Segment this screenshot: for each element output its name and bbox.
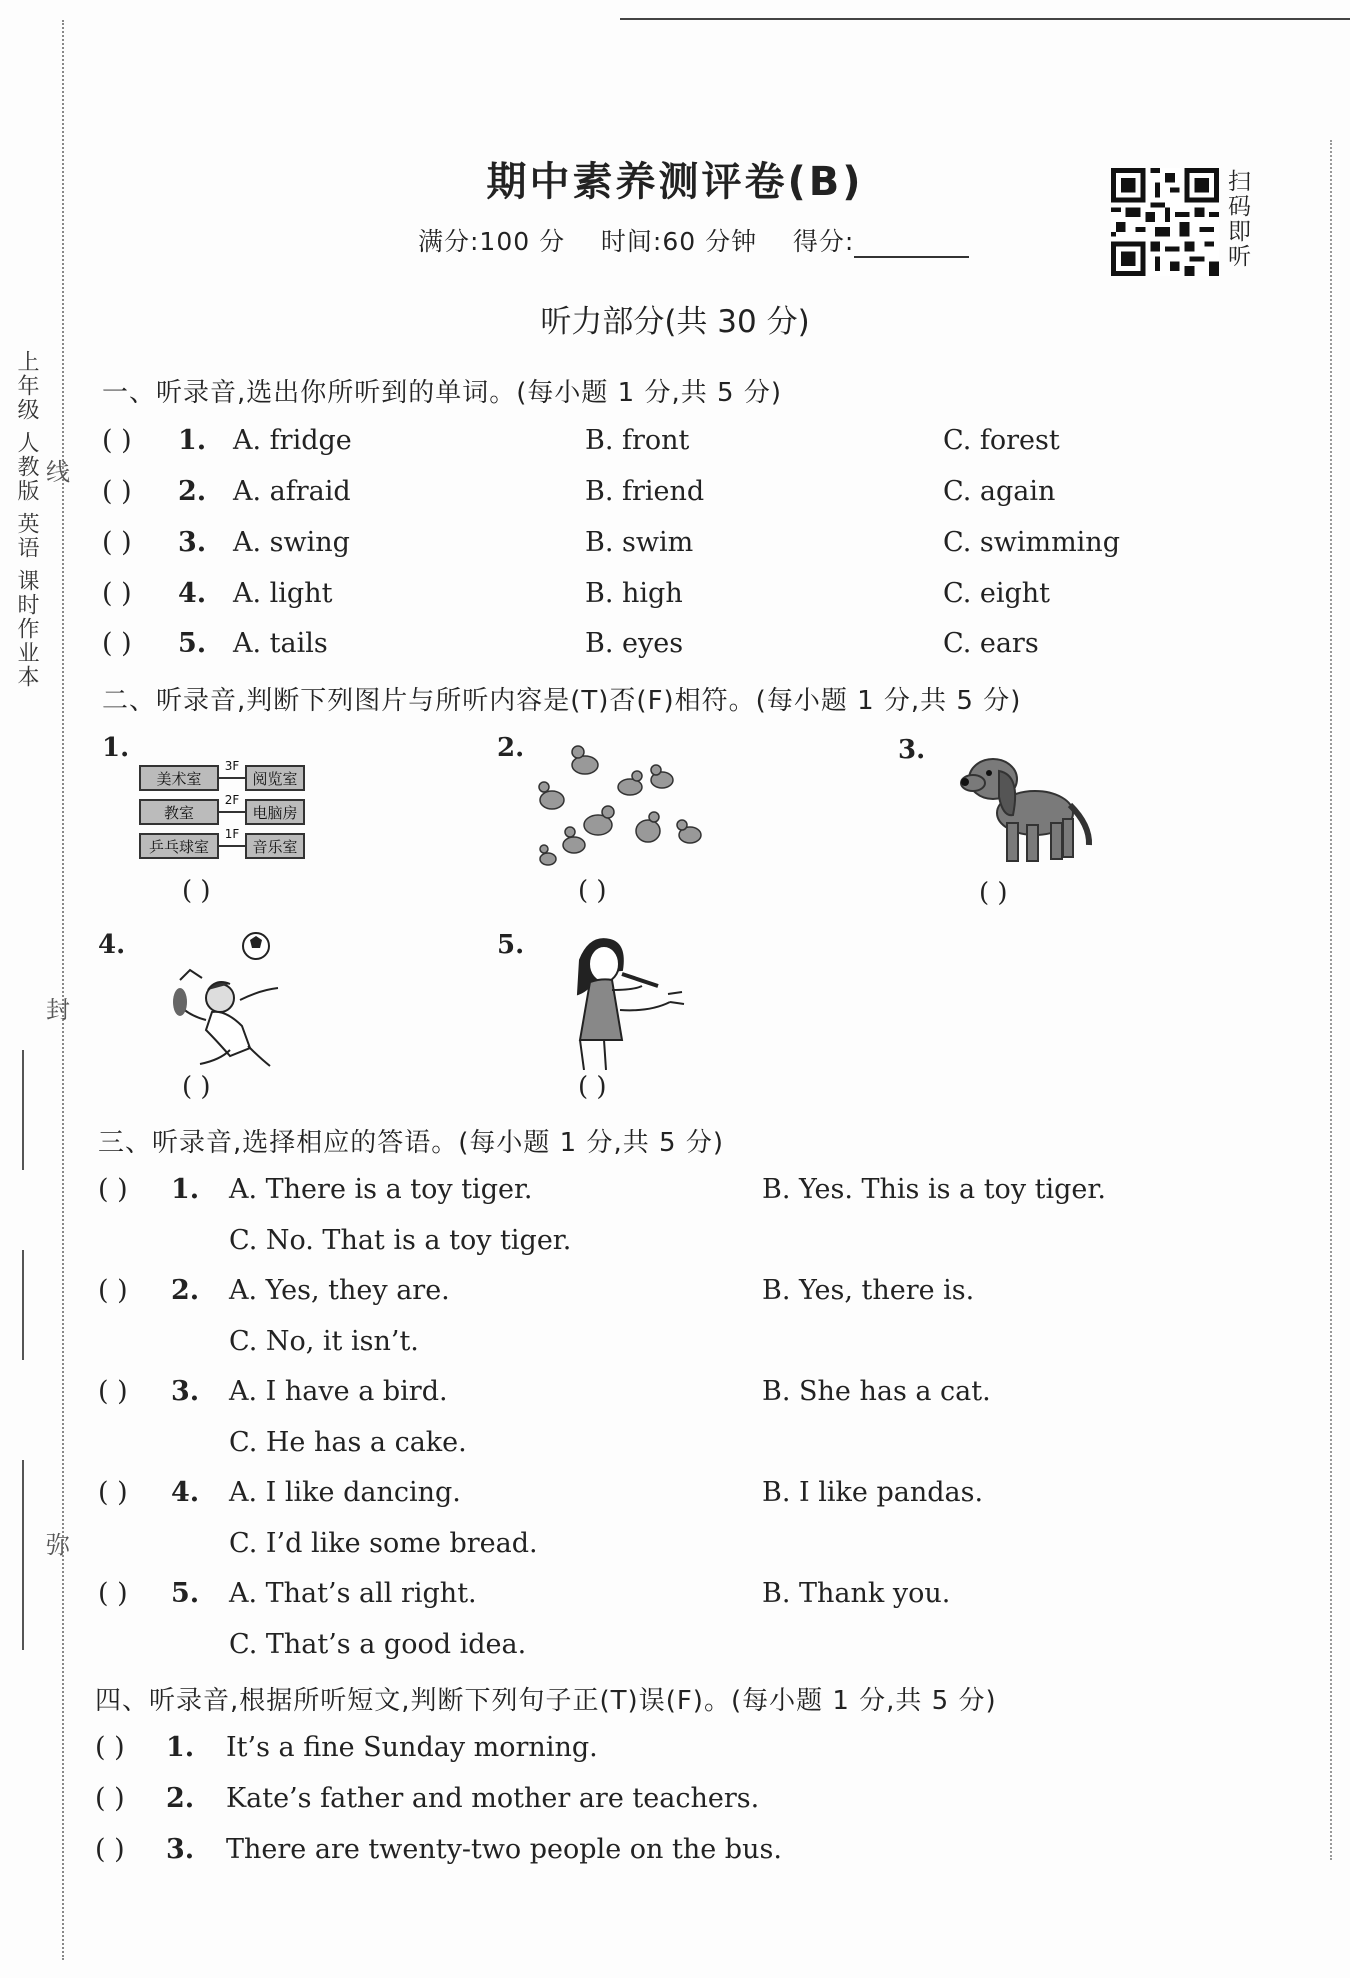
- picture-number: 3.: [898, 735, 926, 765]
- question-number: 3.: [178, 527, 207, 558]
- question-row: [0, 421, 1350, 461]
- qr-code-icon[interactable]: [1110, 168, 1220, 276]
- question-row-cont: [0, 1221, 1350, 1261]
- score-label: 得分:: [792, 227, 855, 256]
- question-row: [0, 574, 1350, 614]
- question-row: [0, 472, 1350, 512]
- picture-number: 1.: [102, 733, 130, 763]
- binding-char-feng: 封: [46, 996, 70, 1024]
- picture-number: 2.: [497, 733, 525, 763]
- answer-paren[interactable]: ( ): [182, 876, 211, 906]
- room-label: 教室: [163, 804, 195, 822]
- option-c[interactable]: C. I’d like some bread.: [229, 1528, 538, 1559]
- answer-paren[interactable]: ( ): [102, 425, 132, 456]
- option-c[interactable]: C. ears: [943, 628, 1039, 659]
- option-c[interactable]: C. He has a cake.: [229, 1427, 467, 1458]
- ducks-picture: [530, 735, 710, 870]
- option-a[interactable]: A. I have a bird.: [229, 1376, 448, 1407]
- option-b[interactable]: B. I like pandas.: [762, 1477, 984, 1508]
- answer-paren[interactable]: ( ): [95, 1732, 125, 1763]
- option-b[interactable]: B. swim: [585, 527, 694, 558]
- section2-heading: 二、听录音,判断下列图片与所听内容是(T)否(F)相符。(每小题 1 分,共 5 分): [102, 686, 1022, 716]
- full-score: 满分:100 分: [418, 227, 566, 256]
- answer-paren[interactable]: ( ): [98, 1477, 128, 1508]
- option-c[interactable]: C. That’s a good idea.: [229, 1629, 527, 1660]
- option-a[interactable]: A. tails: [233, 628, 328, 659]
- score-blank[interactable]: [854, 234, 969, 258]
- margin-rule: [22, 1050, 24, 1170]
- question-number: 1.: [171, 1174, 200, 1205]
- section3-heading: 三、听录音,选择相应的答语。(每小题 1 分,共 5 分): [98, 1128, 724, 1158]
- answer-paren[interactable]: ( ): [102, 578, 132, 609]
- option-a[interactable]: A. swing: [233, 527, 350, 558]
- question-row-cont: [0, 1423, 1350, 1463]
- section1-heading: 一、听录音,选出你所听到的单词。(每小题 1 分,共 5 分): [102, 378, 782, 408]
- question-number: 5.: [171, 1578, 200, 1609]
- option-b[interactable]: B. front: [585, 425, 690, 456]
- option-a[interactable]: A. afraid: [233, 476, 351, 507]
- statement-row: [0, 1779, 1350, 1819]
- statement-text: Kate’s father and mother are teachers.: [226, 1783, 760, 1814]
- girl-singing-picture: [560, 930, 695, 1070]
- answer-paren[interactable]: ( ): [578, 876, 607, 906]
- part-title: 听力部分(共 30 分): [540, 304, 810, 340]
- option-b[interactable]: B. Thank you.: [762, 1578, 951, 1609]
- question-number: 4.: [178, 578, 207, 609]
- dog-picture: [955, 745, 1095, 865]
- question-number: 2.: [178, 476, 207, 507]
- option-b[interactable]: B. Yes. This is a toy tiger.: [762, 1174, 1106, 1205]
- option-b[interactable]: B. eyes: [585, 628, 684, 659]
- answer-paren[interactable]: ( ): [102, 476, 132, 507]
- question-number: 4.: [171, 1477, 200, 1508]
- room-label: 乒乓球室: [148, 838, 210, 856]
- option-a[interactable]: A. Yes, they are.: [229, 1275, 450, 1306]
- option-b[interactable]: B. She has a cat.: [762, 1376, 991, 1407]
- option-a[interactable]: A. There is a toy tiger.: [229, 1174, 533, 1205]
- qr-hint: 扫码即听: [1228, 169, 1251, 270]
- option-c[interactable]: C. No, it isn’t.: [229, 1326, 419, 1357]
- question-row: [0, 523, 1350, 563]
- question-number: 2.: [171, 1275, 200, 1306]
- option-c[interactable]: C. forest: [943, 425, 1060, 456]
- question-row: [0, 1473, 1350, 1513]
- score-line: [418, 222, 969, 258]
- page-title: 期中素养测评卷(B): [486, 159, 864, 205]
- option-c[interactable]: C. swimming: [943, 527, 1120, 558]
- answer-paren[interactable]: ( ): [182, 1072, 211, 1102]
- answer-paren[interactable]: ( ): [102, 527, 132, 558]
- binding-char-mi: 弥: [46, 1531, 70, 1559]
- room-label: 美术室: [156, 770, 202, 788]
- question-row: [0, 1170, 1350, 1210]
- statement-text: There are twenty-two people on the bus.: [226, 1834, 782, 1865]
- question-row-cont: [0, 1524, 1350, 1564]
- option-b[interactable]: B. Yes, there is.: [762, 1275, 975, 1306]
- option-a[interactable]: A. That’s all right.: [229, 1578, 477, 1609]
- binding-char-xian: 线: [46, 458, 70, 486]
- option-c[interactable]: C. eight: [943, 578, 1050, 609]
- question-number: 3.: [166, 1834, 195, 1865]
- answer-paren[interactable]: ( ): [98, 1376, 128, 1407]
- section4-heading: 四、听录音,根据所听短文,判断下列句子正(T)误(F)。(每小题 1 分,共 5 分): [95, 1686, 997, 1716]
- top-rule: [620, 18, 1350, 20]
- floor-label: 2F: [224, 793, 240, 807]
- question-row-cont: [0, 1322, 1350, 1362]
- answer-paren[interactable]: ( ): [98, 1174, 128, 1205]
- answer-paren[interactable]: ( ): [578, 1072, 607, 1102]
- boy-heading-ball-picture: [160, 930, 300, 1070]
- answer-paren[interactable]: ( ): [98, 1275, 128, 1306]
- question-number: 1.: [178, 425, 207, 456]
- answer-paren[interactable]: ( ): [95, 1834, 125, 1865]
- option-b[interactable]: B. high: [585, 578, 683, 609]
- question-row-cont: [0, 1625, 1350, 1665]
- question-number: 3.: [171, 1376, 200, 1407]
- answer-paren[interactable]: ( ): [95, 1783, 125, 1814]
- option-a[interactable]: A. fridge: [233, 425, 352, 456]
- school-building-picture: [136, 756, 308, 868]
- answer-paren[interactable]: ( ): [979, 878, 1008, 908]
- question-number: 5.: [178, 628, 207, 659]
- picture-number: 5.: [497, 930, 525, 960]
- room-label: 电脑房: [252, 804, 298, 822]
- picture-number: 4.: [98, 930, 126, 960]
- floor-label: 3F: [224, 759, 240, 773]
- time-limit: 时间:60 分钟: [600, 227, 758, 256]
- option-c[interactable]: C. again: [943, 476, 1056, 507]
- option-a[interactable]: A. I like dancing.: [229, 1477, 461, 1508]
- statement-text: It’s a fine Sunday morning.: [226, 1732, 598, 1763]
- question-number: 2.: [166, 1783, 195, 1814]
- question-row: [0, 1372, 1350, 1412]
- spine-text: 上年级 人教版 英语 课时作业本: [14, 350, 39, 689]
- option-b[interactable]: B. friend: [585, 476, 705, 507]
- statement-row: [0, 1830, 1350, 1870]
- question-row: [0, 1574, 1350, 1614]
- option-c[interactable]: C. No. That is a toy tiger.: [229, 1225, 572, 1256]
- question-row: [0, 624, 1350, 664]
- answer-paren[interactable]: ( ): [102, 628, 132, 659]
- floor-label: 1F: [224, 827, 240, 841]
- room-label: 音乐室: [252, 838, 298, 856]
- question-row: [0, 1271, 1350, 1311]
- option-a[interactable]: A. light: [233, 578, 333, 609]
- room-label: 阅览室: [252, 770, 298, 788]
- question-number: 1.: [166, 1732, 195, 1763]
- answer-paren[interactable]: ( ): [98, 1578, 128, 1609]
- statement-row: [0, 1728, 1350, 1768]
